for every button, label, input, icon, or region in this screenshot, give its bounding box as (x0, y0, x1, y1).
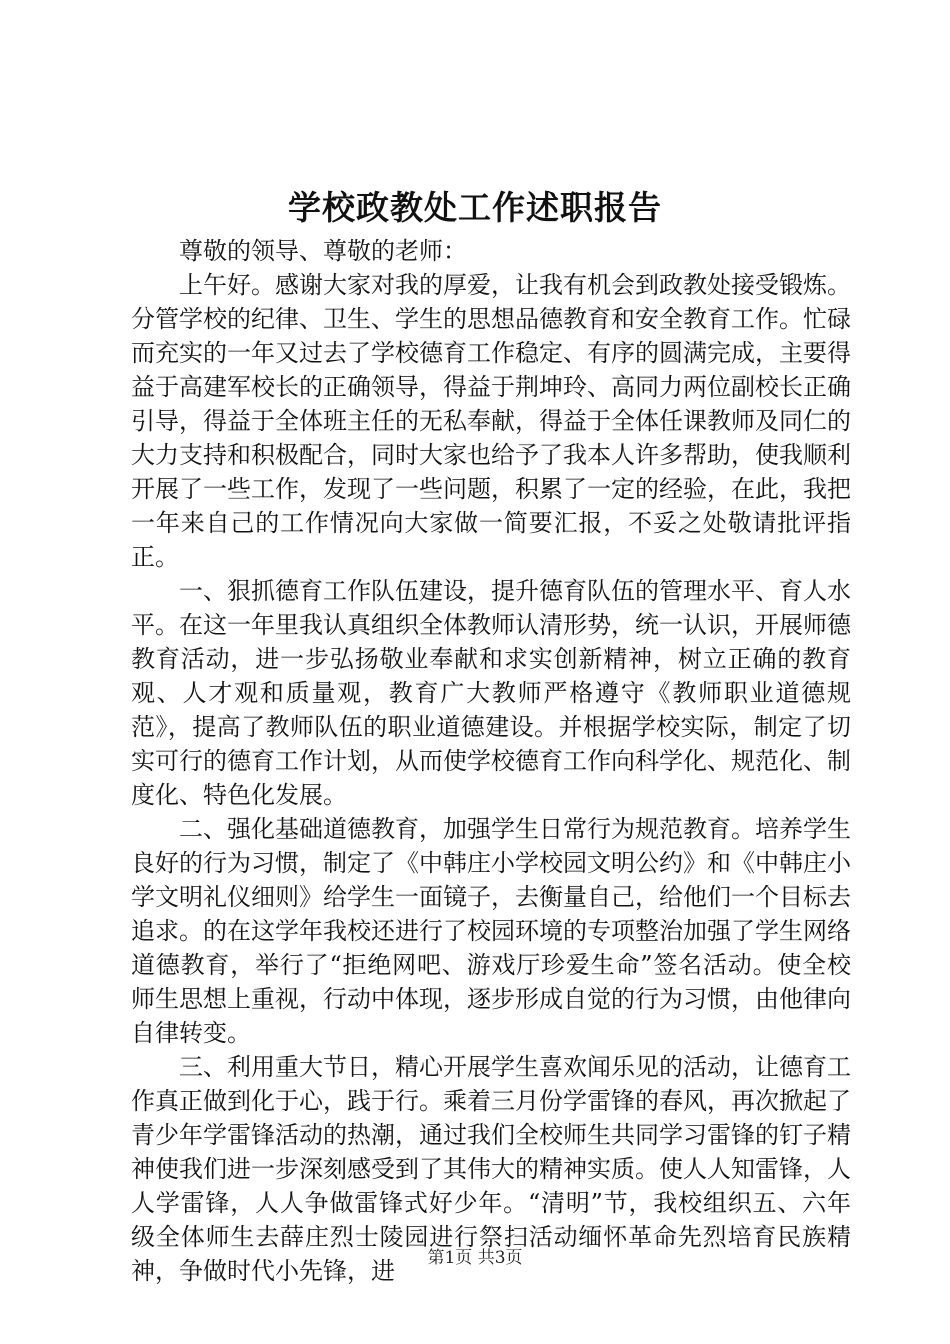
section-one-paragraph: 一、狠抓德育工作队伍建设，提升德育队伍的管理水平、育人水平。在这一年里我认真组织全体教师认清形势，统一认识，开展师德教育活动，进一步弘扬敬业奉献和求实创新精神，树立正确的教育观、人才观和质量观，教育广大教师严格遵守《教师职业道德规范》，提高了教师队伍的职业道德建设。并根据学校实际，制定了切实可行的德育工作计划，从而使学校德育工作向科学化、规范化、制度化、特色化发展。 (131, 577, 851, 809)
intro-paragraph: 上午好。感谢大家对我的厚爱，让我有机会到政教处接受锻炼。分管学校的纪律、卫生、学生的思想品德教育和安全教育工作。忙碌而充实的一年又过去了学校德育工作稳定、有序的圆满完成，主要得益于高建军校长的正确领导，得益于荆坤玲、高同力两位副校长正确引导，得益于全体班主任的无私奉献，得益于全体任课教师及同仁的大力支持和积极配合，同时大家也给予了我本人许多帮助，使我顺利开展了一些工作，发现了一些问题，积累了一定的经验，在此，我把一年来自己的工作情况向大家做一简要汇报，不妥之处敬请批评指正。 (131, 271, 851, 571)
salutation-paragraph: 尊敬的领导、尊敬的老师： (179, 237, 467, 265)
section-two-paragraph: 二、强化基础道德教育，加强学生日常行为规范教育。培养学生良好的行为习惯，制定了《中韩庄小学校园文明公约》和《中韩庄小学文明礼仪细则》给学生一面镜子，去衡量自己，给他们一个目标去追求。的在这学年我校还进行了校园环境的专项整治加强了学生网络道德教育，举行了“拒绝网吧、游戏厅珍爱生命”签名活动。使全校师生思想上重视，行动中体现，逐步形成自觉的行为习惯，由他律向自律转变。 (131, 815, 851, 1047)
document-body (131, 234, 851, 1288)
section-three-paragraph: 三、利用重大节日，精心开展学生喜欢闻乐见的活动，让德育工作真正做到化于心，践于行。乘着三月份学雷锋的春风，再次掀起了青少年学雷锋活动的热潮，通过我们全校师生共同学习雷锋的钉子精神使我们进一步深刻感受到了其伟大的精神实质。使人人知雷锋，人人学雷锋，人人争做雷锋式好少年。“清明”节，我校组织五、六年级全体师生去薛庄烈士陵园进行祭扫活动缅怀革命先烈培育民族精神，争做时代小先锋，进 (131, 1053, 851, 1285)
document-title: 学校政教处工作述职报告 (288, 188, 662, 227)
page-number-footer: 第1页 共3页 (427, 1248, 523, 1268)
